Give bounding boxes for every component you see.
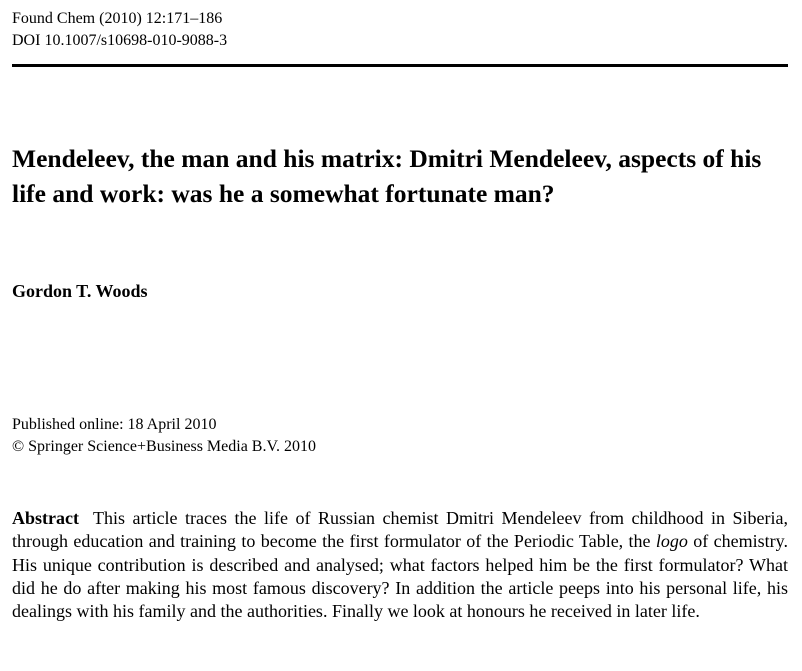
journal-citation: Found Chem (2010) 12:171–186 [12,10,223,27]
abstract-italic-term: logo [655,531,688,552]
article-title: Mendeleev, the man and his matrix: Dmitri Mendeleev, aspects of his life and work: was he a somewhat fortunate man? [12,144,762,208]
abstract-text-part-1: This article traces the life of Russian chemist Dmitri Mendeleev from childhood in Siberia, through education and training to become the first formulator of the Periodic Table, the [12,508,788,552]
author-name: Gordon T. Woods [12,281,148,301]
doi: DOI 10.1007/s10698-010-9088-3 [12,32,228,49]
abstract [12,507,788,623]
abstract-heading: Abstract [12,508,79,528]
abstract-text-part-2: of chemistry. His unique contribution is described and analysed; what factors helped him be the first formulator? What did he do after making his most famous discovery? In addition the article peeps into his personal life, his dealings with his family and the authorities. Finally we look at honours he received in later life. [12,531,788,622]
header-rule [12,64,788,67]
published-online-date: Published online: 18 April 2010 [12,416,217,433]
copyright-notice: © Springer Science+Business Media B.V. 2010 [12,438,316,455]
